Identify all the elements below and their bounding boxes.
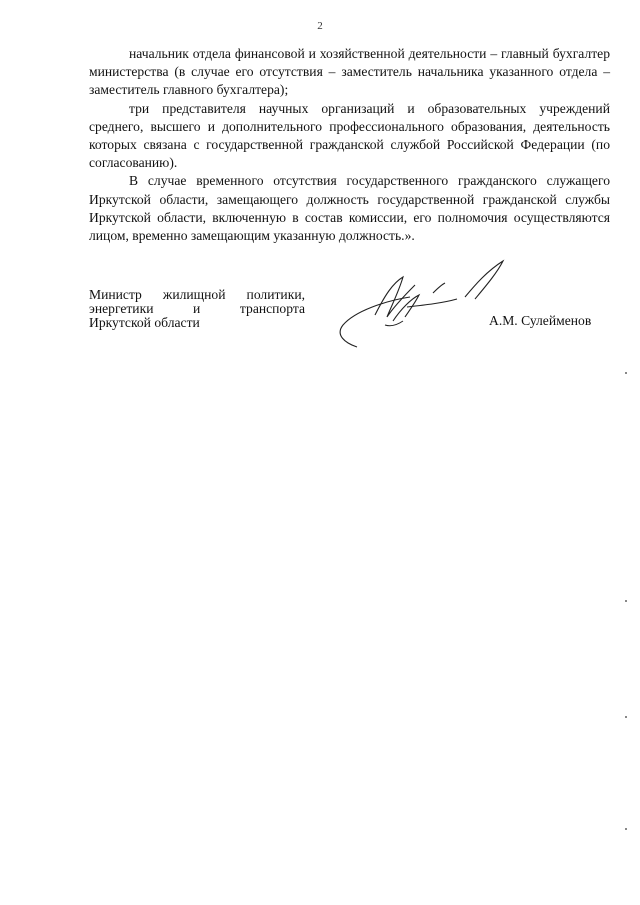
signer-name: А.М. Сулейменов bbox=[489, 313, 592, 328]
document-body bbox=[89, 45, 610, 245]
margin-mark bbox=[625, 372, 627, 374]
margin-mark bbox=[625, 600, 627, 602]
paragraph-temporary-absence: В случае временного отсутствия государственного гражданского служащего Иркутской области, замещающего должность государственной гражданской службы Иркутской области, включенную в состав комиссии, его полномочия осуществляются лицом, временно замещающим указанную должность.». bbox=[89, 173, 610, 244]
signer-title-line-1: Министр жилищной политики, bbox=[89, 287, 305, 302]
handwritten-signature bbox=[315, 255, 515, 355]
paragraph-scientific-representatives: три представителя научных организаций и образовательных учреждений среднего, высшего и дополнительного профессионального образования, деятельность которых связана с государственной гражданской службой Российской Федерации (по согласованию). bbox=[89, 100, 610, 171]
paragraph-chief-accountant: начальник отдела финансовой и хозяйственной деятельности – главный бухгалтер министерства (в случае его отсутствия – заместитель начальника указанного отдела – заместитель главного бухгалтера); bbox=[89, 46, 610, 98]
signer-title bbox=[89, 288, 305, 330]
signer-title-line-3: Иркутской области bbox=[89, 315, 200, 330]
margin-mark bbox=[625, 828, 627, 830]
signer-title-line-2: энергетики и транспорта bbox=[89, 301, 305, 316]
page-number: 2 bbox=[317, 20, 323, 32]
signature-block bbox=[89, 288, 305, 330]
margin-mark bbox=[625, 716, 627, 718]
